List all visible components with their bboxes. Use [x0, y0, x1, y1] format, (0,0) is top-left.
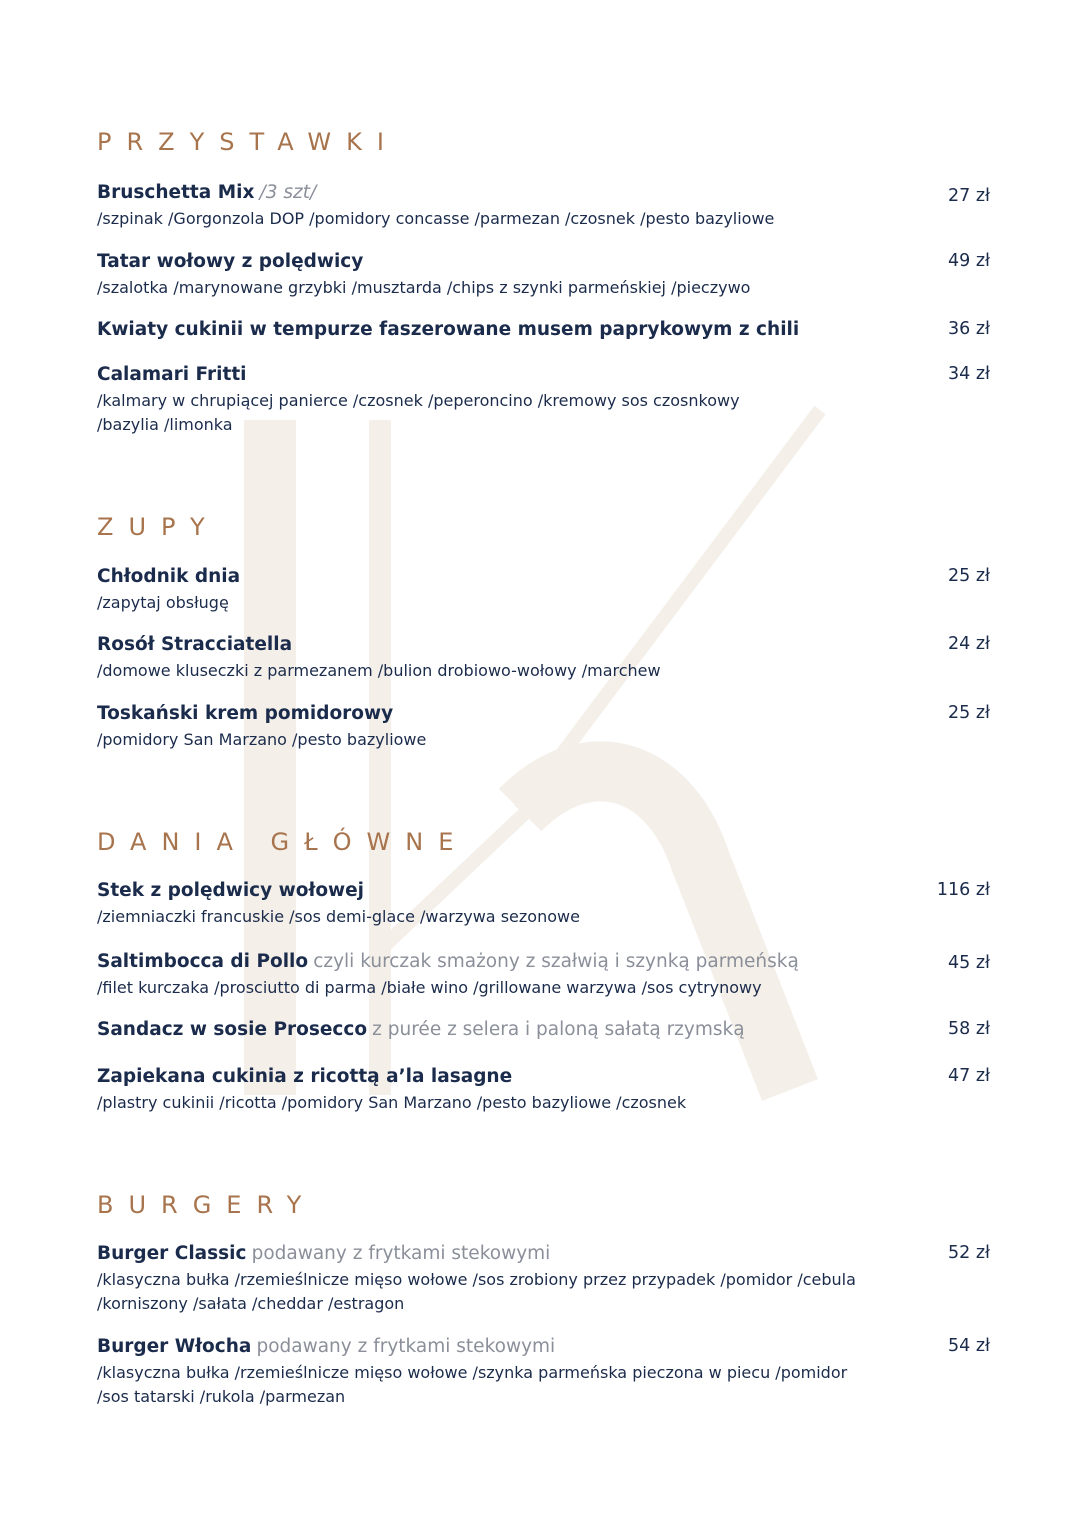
- item-name: Toskański krem pomidorowy: [97, 703, 394, 724]
- item-price: 45 zł: [948, 953, 990, 973]
- item-description: /szalotka /marynowane grzybki /musztarda /chips z szynki parmeńskiej /pieczywo: [97, 278, 751, 297]
- item-price: 24 zł: [948, 634, 990, 654]
- item-description: /domowe kluseczki z parmezanem /bulion drobiowo-wołowy /marchew: [97, 661, 661, 680]
- item-price: 36 zł: [948, 319, 990, 339]
- item-name: Saltimbocca di Pollo: [97, 951, 309, 972]
- item-price: 25 zł: [948, 703, 990, 723]
- item-price: 34 zł: [948, 364, 990, 384]
- item-name: Chłodnik dnia: [97, 566, 241, 587]
- item-price: 49 zł: [948, 251, 990, 271]
- item-description: /sos tatarski /rukola /parmezan: [97, 1387, 346, 1406]
- item-price: 25 zł: [948, 566, 990, 586]
- item-name: Kwiaty cukinii w tempurze faszerowane musem paprykowym z chili: [97, 319, 800, 340]
- item-note: podawany z frytkami stekowymi: [251, 1243, 551, 1264]
- item-description: /plastry cukinii /ricotta /pomidory San Marzano /pesto bazyliowe /czosnek: [97, 1093, 687, 1112]
- menu-item: [97, 1019, 990, 1043]
- item-description: /ziemniaczki francuskie /sos demi-glace /warzywa sezonowe: [97, 907, 580, 926]
- menu-item: [97, 1243, 990, 1315]
- item-name: Rosół Stracciatella: [97, 634, 293, 655]
- section-title: PRZYSTAWKI: [97, 128, 399, 156]
- item-description: /filet kurczaka /prosciutto di parma /białe wino /grillowane warzywa /sos cytrynowy: [97, 978, 762, 997]
- item-name: Calamari Fritti: [97, 364, 247, 385]
- item-description: /klasyczna bułka /rzemieślnicze mięso wołowe /szynka parmeńska pieczona w piecu /pomidor: [97, 1363, 848, 1382]
- menu-item: [97, 319, 990, 343]
- item-note: z purée z selera i paloną sałatą rzymską: [372, 1019, 745, 1040]
- item-description: /zapytaj obsługę: [97, 593, 229, 612]
- menu-item: [97, 182, 990, 230]
- item-price: 47 zł: [948, 1066, 990, 1086]
- item-name: Sandacz w sosie Prosecco: [97, 1019, 368, 1040]
- menu-item: [97, 566, 990, 614]
- menu-item: [97, 634, 990, 682]
- item-description: /pomidory San Marzano /pesto bazyliowe: [97, 730, 427, 749]
- section-title: BURGERY: [97, 1191, 317, 1219]
- item-price: 27 zł: [948, 186, 990, 206]
- item-note: czyli kurczak smażony z szałwią i szynką parmeńską: [313, 951, 799, 972]
- item-description: /korniszony /sałata /cheddar /estragon: [97, 1294, 405, 1313]
- item-description: /klasyczna bułka /rzemieślnicze mięso wołowe /sos zrobiony przez przypadek /pomidor /cebula: [97, 1270, 856, 1289]
- menu-item: [97, 1066, 990, 1114]
- item-price: 52 zł: [948, 1243, 990, 1263]
- item-note: podawany z frytkami stekowymi: [256, 1336, 556, 1357]
- item-description: /bazylia /limonka: [97, 415, 233, 434]
- item-name: Tatar wołowy z polędwicy: [97, 251, 364, 272]
- menu-item: [97, 1336, 990, 1408]
- menu-item: [97, 364, 990, 436]
- menu-item: [97, 251, 990, 299]
- menu-item: [97, 880, 990, 928]
- menu-item: [97, 703, 990, 751]
- item-description: /szpinak /Gorgonzola DOP /pomidory concasse /parmezan /czosnek /pesto bazyliowe: [97, 209, 775, 228]
- item-description: /kalmary w chrupiącej panierce /czosnek /peperoncino /kremowy sos czosnkowy: [97, 391, 740, 410]
- menu-item: [97, 951, 990, 999]
- item-name: Burger Classic: [97, 1243, 247, 1264]
- section-title: ZUPY: [97, 513, 220, 541]
- item-name: Bruschetta Mix: [97, 182, 255, 203]
- item-price: 54 zł: [948, 1336, 990, 1356]
- item-note: /3 szt/: [259, 182, 317, 203]
- item-price: 58 zł: [948, 1019, 990, 1039]
- item-name: Burger Włocha: [97, 1336, 252, 1357]
- item-price: 116 zł: [936, 880, 990, 900]
- item-name: Stek z polędwicy wołowej: [97, 880, 365, 901]
- item-name: Zapiekana cukinia z ricottą a’la lasagne: [97, 1066, 513, 1087]
- section-title: DANIA GŁÓWNE: [97, 828, 469, 856]
